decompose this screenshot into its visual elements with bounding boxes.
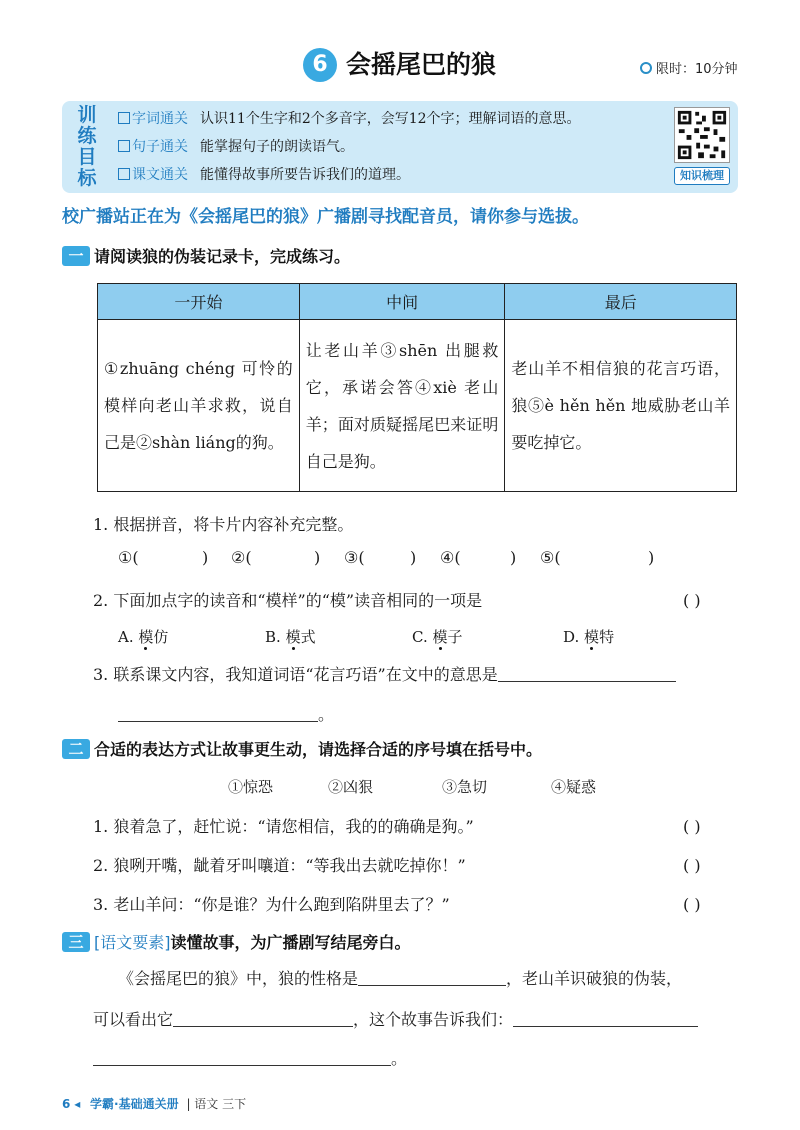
slot-close: ) — [510, 548, 517, 567]
checkbox-icon[interactable] — [118, 140, 130, 152]
goal-text: 能掌握句子的朗读语气。 — [200, 139, 354, 155]
answer-blank[interactable] — [93, 1046, 391, 1066]
section-2-question-3: 3. 老山羊问：“你是谁？为什么跑到陷阱里去了？” — [93, 895, 450, 914]
book-name: 学霸·基础通关册 — [90, 1097, 179, 1111]
goal-item-words — [118, 107, 581, 131]
section-tag: [语文要素] — [94, 933, 171, 952]
narration-line-2: 可以看出它 ，这个故事告诉我们： — [93, 1007, 698, 1033]
choice-list — [228, 774, 628, 800]
slot-close: ) — [648, 548, 655, 567]
lesson-number: 6 — [303, 48, 337, 82]
time-limit-text: 限时：10分钟 — [656, 62, 738, 77]
subject-grade: | 语文 三下 — [186, 1097, 247, 1111]
qr-label[interactable]: 知识梳理 — [674, 167, 730, 185]
answer-blank[interactable] — [513, 1007, 698, 1027]
narration-line-3: 。 — [93, 1046, 407, 1072]
table-cell: 老山羊不相信狼的花言巧语，狼⑤è hěn hěn 地威胁老山羊要吃掉它。 — [505, 320, 737, 492]
narration-line-1: 《会摇尾巴的狼》中，狼的性格是 ，老山羊识破狼的伪装， — [118, 966, 682, 992]
slot-open: ①( — [118, 548, 139, 567]
table-cell: ①zhuāng chéng 可怜的模样向老山羊求救，说自己是②shàn liáng的狗。 — [98, 320, 300, 492]
task-intro: 校广播站正在为《会摇尾巴的狼》广播剧寻找配音员，请你参与选拔。 — [62, 207, 589, 227]
answer-blank[interactable] — [498, 662, 676, 682]
answer-paren[interactable]: ( ) — [683, 895, 701, 914]
training-goals — [62, 101, 738, 193]
table-cell: 让老山羊③shēn 出腿救它，承诺会答④xiè 老山羊；面对质疑摇尾巴来证明自己是狗。 — [299, 320, 505, 492]
choice-item: ①惊恐 — [228, 778, 274, 796]
time-limit — [640, 58, 738, 77]
choice-item: ④疑惑 — [551, 778, 597, 796]
section-2-question-2: 2. 狼咧开嘴，龇着牙叫嚷道：“等我出去就吃掉你！” — [93, 856, 466, 875]
question-2: 2. 下面加点字的读音和“模样”的“模”读音相同的一项是 — [93, 591, 483, 610]
question-3-cont: 。 — [118, 702, 334, 728]
dotted-char: 模 — [432, 628, 448, 646]
qr-code-icon[interactable] — [674, 107, 730, 163]
option-a[interactable]: A. 模仿 — [118, 628, 169, 646]
goal-text: 能懂得故事所要告诉我们的道理。 — [200, 167, 410, 183]
table-header: 最后 — [505, 284, 737, 320]
section-title: 合适的表达方式让故事更生动，请选择合适的序号填在括号中。 — [94, 740, 543, 759]
section-badge: 一 — [62, 246, 90, 266]
question-1: 1. 根据拼音，将卡片内容补充完整。 — [93, 515, 354, 534]
answer-blank[interactable] — [173, 1007, 353, 1027]
goal-item-sentences — [118, 135, 354, 159]
arrow-icon: ◂ — [74, 1097, 81, 1111]
section-2-heading — [62, 737, 542, 761]
pinyin-answer-slots — [118, 548, 718, 574]
question-2-options — [118, 624, 718, 650]
lesson-title: 会摇尾巴的狼 — [346, 50, 497, 79]
dotted-char: 模 — [285, 628, 301, 646]
goals-label: 训练目标 — [77, 104, 97, 189]
option-b[interactable]: B. 模式 — [265, 628, 316, 646]
goal-name: 课文通关 — [132, 167, 188, 183]
dotted-char: 模 — [584, 628, 600, 646]
goal-text: 认识11个生字和2个多音字，会写12个字；理解词语的意思。 — [200, 111, 581, 127]
table-header: 一开始 — [98, 284, 300, 320]
page-number: 6 — [62, 1097, 71, 1111]
answer-paren[interactable]: ( ) — [683, 856, 701, 875]
slot-open: ②( — [231, 548, 252, 567]
answer-blank[interactable] — [118, 702, 318, 722]
goal-name: 字词通关 — [132, 111, 188, 127]
goal-item-text — [118, 163, 410, 187]
option-c[interactable]: C. 模子 — [412, 628, 463, 646]
choice-item: ③急切 — [442, 778, 488, 796]
section-title: 读懂故事，为广播剧写结尾旁白。 — [170, 933, 411, 952]
goal-name: 句子通关 — [132, 139, 188, 155]
wolf-disguise-card — [97, 283, 737, 492]
dotted-char: 模 — [138, 628, 154, 646]
checkbox-icon[interactable] — [118, 112, 130, 124]
choice-item: ②凶狠 — [328, 778, 374, 796]
checkbox-icon[interactable] — [118, 168, 130, 180]
section-badge: 三 — [62, 932, 90, 952]
table-header: 中间 — [299, 284, 505, 320]
section-1-heading — [62, 244, 350, 268]
slot-close: ) — [202, 548, 209, 567]
slot-close: ) — [314, 548, 321, 567]
answer-paren[interactable]: ( ) — [683, 817, 701, 836]
slot-open: ④( — [440, 548, 461, 567]
question-3: 3. 联系课文内容，我知道词语“花言巧语”在文中的意思是 — [93, 662, 676, 688]
section-title: 请阅读狼的伪装记录卡，完成练习。 — [94, 247, 351, 266]
option-d[interactable]: D. 模特 — [563, 628, 615, 646]
lesson-header — [0, 48, 800, 88]
slot-open: ③( — [344, 548, 365, 567]
section-2-question-1: 1. 狼着急了，赶忙说：“请您相信，我的的确确是狗。” — [93, 817, 474, 836]
answer-paren[interactable]: ( ) — [683, 591, 701, 610]
answer-blank[interactable] — [358, 966, 506, 986]
slot-close: ) — [410, 548, 417, 567]
section-badge: 二 — [62, 739, 90, 759]
page-footer — [62, 1095, 246, 1112]
clock-icon — [640, 62, 652, 74]
section-3-heading — [62, 930, 411, 954]
slot-open: ⑤( — [540, 548, 561, 567]
